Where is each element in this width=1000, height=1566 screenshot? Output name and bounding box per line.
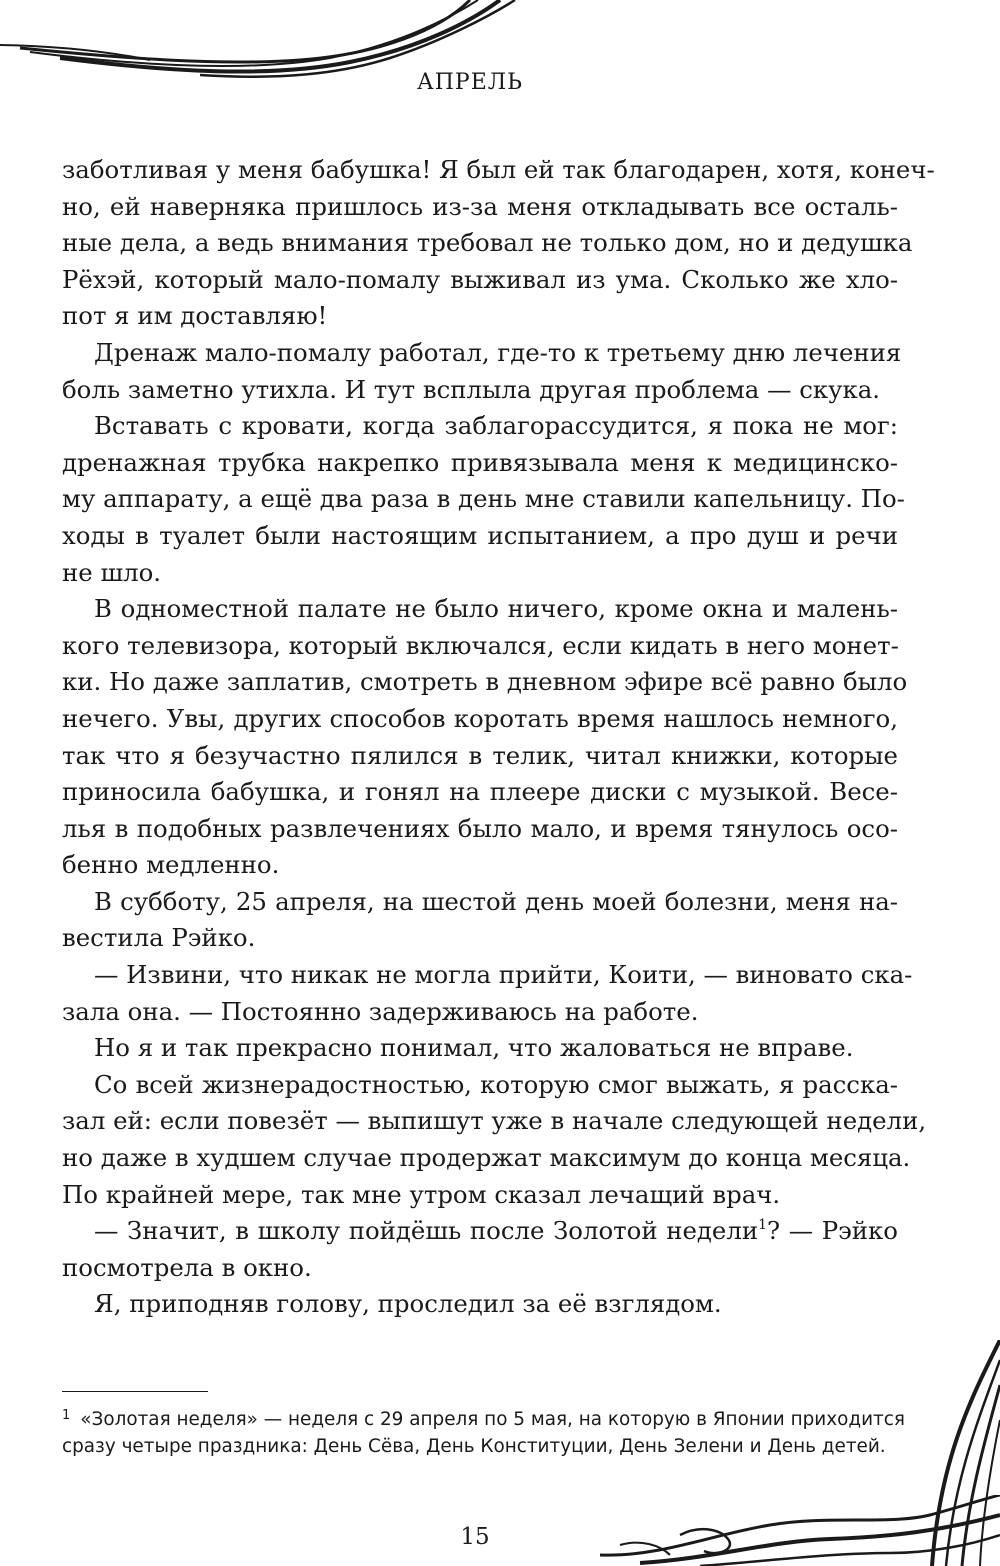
text-line: посмотрела в окно. (62, 1252, 312, 1282)
text-line: нечего. Увы, других способов коротать время нашлось немного, (62, 703, 898, 733)
paragraph (62, 884, 898, 957)
text-segment: — Значит, в школу пойдёшь после Золотой недели (94, 1216, 759, 1246)
paragraph (62, 591, 908, 884)
text-line: му аппарату, а ещё два раза в день мне ставили капельницу. По- (62, 484, 905, 514)
text-line: пот я им доставляю! (62, 301, 328, 331)
text-line: кого телевизора, который включался, если кидать в него монет- (62, 630, 899, 660)
text-line: ки. Но даже заплатив, смотреть в дневном эфире всё равно было (62, 667, 908, 697)
footnote (62, 1402, 905, 1460)
text-line: Со всей жизнерадостностью, которую смог выжать, я расска- (94, 1069, 898, 1099)
paragraph (62, 335, 902, 408)
text-line: В субботу, 25 апреля, на шестой день моей болезни, меня на- (94, 886, 898, 916)
text-line: не шло. (62, 557, 162, 587)
footnote-divider (62, 1391, 208, 1392)
text-segment: ? — Рэйко (767, 1216, 898, 1246)
text-line: бенно медленно. (62, 850, 280, 880)
text-line: — Извини, что никак не могла прийти, Коити, — виновато ска- (94, 960, 913, 990)
footnote-line (62, 1402, 905, 1433)
page-number: 15 (460, 1524, 490, 1550)
text-line: Я, приподняв голову, проследил за её взглядом. (94, 1289, 722, 1319)
paragraph (62, 1067, 927, 1213)
text-line: зал ей: если повезёт — выпишут уже в начале следующей недели, (62, 1106, 927, 1136)
paragraph (62, 408, 905, 591)
footnote-line: сразу четыре праздника: День Сёва, День Конституции, День Зелени и День детей. (62, 1436, 886, 1457)
text-line: заботливая у меня бабушка! Я был ей так благодарен, хотя, конеч- (62, 155, 935, 184)
footnote-marker: 1 (62, 1408, 71, 1423)
paragraph (62, 1030, 898, 1067)
text-line: приносила бабушка, и гонял на плеере диски с музыкой. Весе- (62, 777, 898, 807)
text-line: ходы в туалет были настоящим испытанием, а про душ и речи (62, 520, 898, 550)
paragraph (62, 957, 913, 1030)
bottom-swash-ornament (600, 1495, 1000, 1566)
text-line: Дренаж мало-помалу работал, где-то к третьему дню лечения (94, 337, 902, 367)
footnote-text: «Золотая неделя» — неделя с 29 апреля по 5 мая, на которую в Японии приходится (80, 1409, 905, 1430)
text-line: вестила Рэйко. (62, 923, 256, 953)
text-line: так что я безучастно пялился в телик, читал книжки, которые (62, 740, 898, 770)
text-line: но даже в худшем случае продержат максимум до конца месяца. (62, 1143, 911, 1173)
text-line: Вставать с кровати, когда заблагорассудится, я пока не мог: (94, 411, 898, 441)
text-line: ные дела, а ведь внимания требовал не только дом, но и дедушка (62, 228, 913, 258)
text-line: По крайней мере, так мне утром сказал лечащий врач. (62, 1179, 781, 1209)
text-line: лья в подобных развлечениях было мало, и время тянулось осо- (62, 813, 898, 843)
paragraph (62, 152, 935, 335)
paragraph (62, 1286, 898, 1323)
text-line: боль заметно утихла. И тут всплыла другая проблема — скука. (62, 374, 881, 404)
chapter-title: АПРЕЛЬ (417, 70, 523, 95)
text-line (62, 1213, 898, 1250)
text-line: В одноместной палате не было ничего, кроме окна и малень- (94, 594, 898, 624)
running-head (0, 70, 940, 95)
paragraph (62, 1213, 898, 1286)
text-line: Но я и так прекрасно понимал, что жаловаться не вправе. (94, 1033, 854, 1063)
body-text (62, 152, 935, 1323)
text-line: Рёхэй, который мало-помалу выживал из ума. Сколько же хло- (62, 264, 898, 294)
footnote-reference: 1 (758, 1217, 768, 1234)
text-line: дренажная трубка накрепко привязывала меня к медицинско- (62, 447, 898, 477)
text-line: но, ей наверняка пришлось из-за меня откладывать все осталь- (62, 191, 898, 221)
text-line: зала она. — Постоянно задерживаюсь на работе. (62, 996, 699, 1026)
